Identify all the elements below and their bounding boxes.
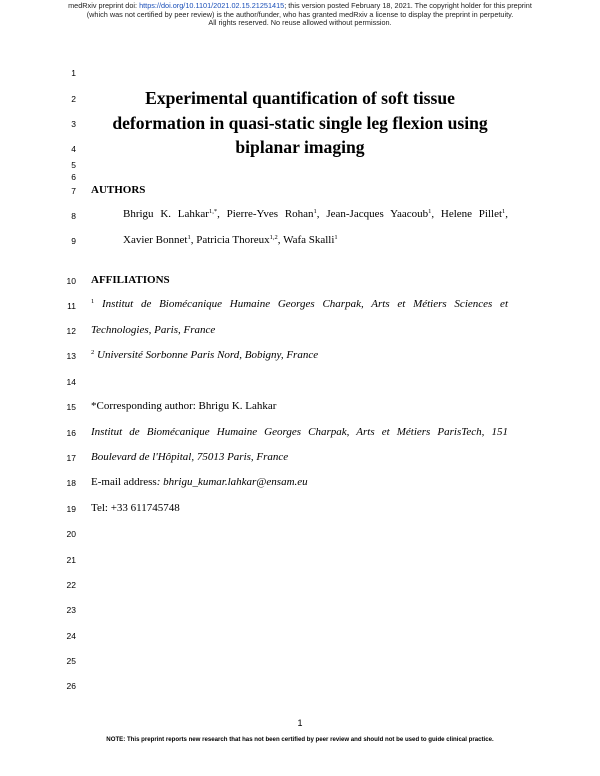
affiliations-heading: AFFILIATIONS xyxy=(91,274,170,286)
affiliation-2: $^2$ Université Sorbonne Paris Nord, Bobigny, France xyxy=(91,349,319,361)
email-line xyxy=(91,476,308,488)
affiliation-1-line-2: Technologies, Paris, France xyxy=(91,324,216,336)
line-number: 10 xyxy=(66,276,76,286)
line-number: 16 xyxy=(66,428,76,438)
corresponding-author: *Corresponding author: Bhrigu K. Lahkar xyxy=(91,400,277,412)
author-affil-sup: 1 xyxy=(187,234,191,241)
title-line: deformation in quasi-static single leg flexion using xyxy=(112,112,488,133)
author-name: Helene Pillet xyxy=(440,208,503,220)
line-number: 14 xyxy=(66,377,76,387)
line-number: 17 xyxy=(66,453,76,463)
line-number: 25 xyxy=(66,656,76,666)
line-number: 4 xyxy=(71,144,76,154)
line-number: 22 xyxy=(66,580,76,590)
author-name: Wafa Skalli xyxy=(283,234,335,246)
line-number: 11 xyxy=(67,301,76,311)
header-line-3: All rights reserved. No reuse allowed without permission. xyxy=(208,18,392,28)
line-number: 5 xyxy=(71,160,76,170)
line-number: 2 xyxy=(71,94,76,104)
line-number: 19 xyxy=(66,504,76,514)
paper-title xyxy=(95,86,505,160)
preprint-footer-note: NOTE: This preprint reports new research that has not been certified by peer review and should not be used to guide clinical practice. xyxy=(106,736,494,743)
page-number: 1 xyxy=(297,718,303,728)
line-number: 8 xyxy=(71,211,76,221)
header-line-2: (which was not certified by peer review) is the author/funder, who has granted medRxiv a license to display the preprint in perpetuity. xyxy=(86,9,514,19)
affiliation-sup: 2 xyxy=(91,349,95,356)
line-number: 6 xyxy=(71,172,76,182)
email-label: E-mail address xyxy=(91,476,157,488)
line-number: 13 xyxy=(66,351,76,361)
line-number: 23 xyxy=(66,605,76,615)
authors-line-1: Bhrigu K. Lahkar$^{1,*}$, Pierre-Yves Rohan$^1$, Jean-Jacques Yaacoub$^1$, Helene Pillet$^1$, xyxy=(123,208,509,220)
author-affil-sup: 1,2 xyxy=(269,234,278,241)
corresponding-address-line-1: Institut de Biomécanique Humaine Georges Charpak, Arts et Métiers ParisTech, 151 xyxy=(91,426,508,438)
line-number: 15 xyxy=(66,402,76,412)
email-address[interactable]: : bhrigu_kumar.lahkar@ensam.eu xyxy=(156,476,308,488)
telephone: Tel: +33 611745748 xyxy=(91,502,180,514)
title-line: biplanar imaging xyxy=(235,137,365,157)
title-line: Experimental quantification of soft tissue xyxy=(145,88,455,108)
line-number: 7 xyxy=(71,186,76,196)
line-number: 18 xyxy=(66,478,76,488)
line-number: 3 xyxy=(71,119,76,129)
authors-heading: AUTHORS xyxy=(91,184,146,196)
line-number: 20 xyxy=(66,529,76,539)
line-number: 1 xyxy=(71,68,76,78)
author-name: Bhrigu K. Lahkar xyxy=(123,208,209,220)
author-affil-sup: 1 xyxy=(428,208,432,215)
author-name: Patricia Thoreux xyxy=(196,234,270,246)
preprint-header xyxy=(0,2,600,28)
author-affil-sup: 1 xyxy=(502,208,506,215)
author-affil-sup: 1 xyxy=(313,208,317,215)
header-suffix: ; this version posted February 18, 2021. The copyright holder for this preprint xyxy=(284,1,532,10)
affiliation-1-line-1: $^1$ Institut de Biomécanique Humaine Georges Charpak, Arts et Métiers Sciences et xyxy=(91,298,508,310)
author-affil-sup: 1 xyxy=(334,234,338,241)
line-number: 21 xyxy=(66,555,76,565)
line-number: 26 xyxy=(66,681,76,691)
line-number: 9 xyxy=(71,236,76,246)
author-affil-sup: 1,* xyxy=(208,208,218,215)
line-number: 24 xyxy=(66,631,76,641)
corresponding-address-line-2: Boulevard de l'Hôpital, 75013 Paris, France xyxy=(91,451,289,463)
affiliation-sup: 1 xyxy=(91,298,95,305)
author-name: Xavier Bonnet xyxy=(123,234,188,246)
doi-link[interactable]: https://doi.org/10.1101/2021.02.15.21251415 xyxy=(139,1,285,10)
author-name: Jean-Jacques Yaacoub xyxy=(326,208,429,220)
header-prefix: medRxiv preprint doi: xyxy=(68,1,140,10)
line-number: 12 xyxy=(66,326,76,336)
authors-line-2: Xavier Bonnet$^1$, Patricia Thoreux$^{1,2}$, Wafa Skalli$^1$ xyxy=(123,234,338,246)
author-name: Pierre-Yves Rohan xyxy=(226,208,314,220)
